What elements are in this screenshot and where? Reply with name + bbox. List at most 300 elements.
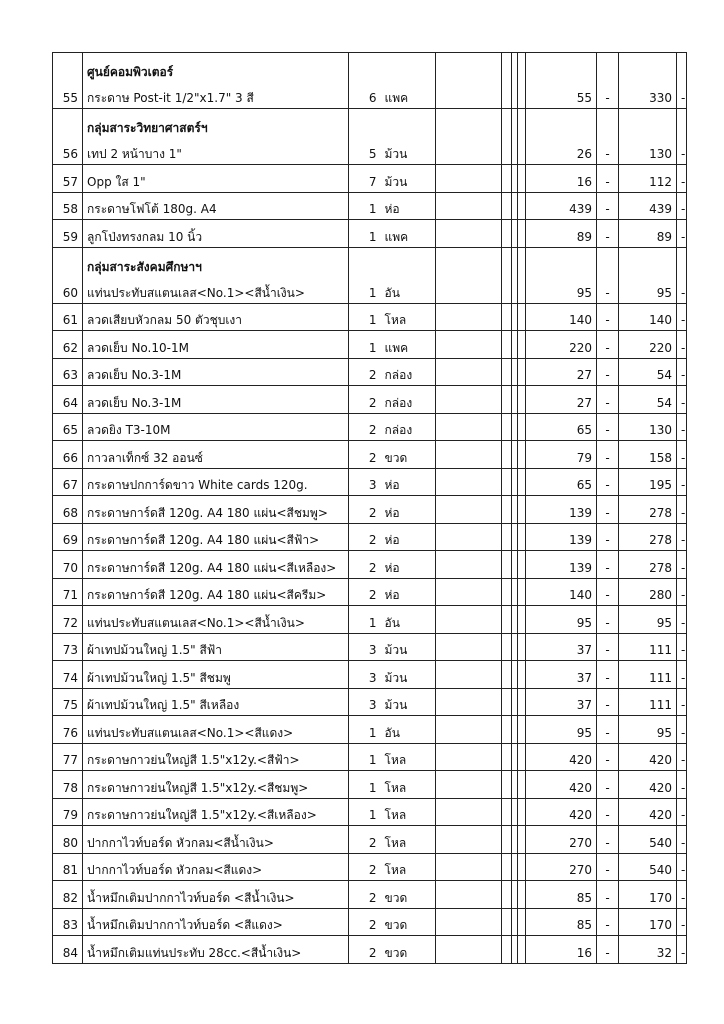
blank-cell xyxy=(518,881,526,909)
blank-cell xyxy=(436,771,502,799)
line-total: 420 xyxy=(619,771,677,799)
line-total: 170 xyxy=(619,881,677,909)
unit-price: 65 xyxy=(526,468,597,496)
unit-price: 140 xyxy=(526,303,597,331)
blank-cell xyxy=(502,716,512,744)
unit-price-satang: - xyxy=(597,468,619,496)
blank-cell xyxy=(436,441,502,469)
unit-price: 85 xyxy=(526,908,597,936)
blank-cell xyxy=(436,688,502,716)
blank-cell xyxy=(518,358,526,386)
line-total: 280 xyxy=(619,578,677,606)
quantity: 2 xyxy=(349,881,381,909)
item-name: กระดาษโฟโต้ 180g. A4 xyxy=(87,202,217,216)
line-total-satang: - xyxy=(677,386,687,414)
quantity: 3 xyxy=(349,661,381,689)
unit-price: 420 xyxy=(526,743,597,771)
blank-cell xyxy=(502,247,512,303)
unit: แพค xyxy=(381,53,436,109)
quantity: 1 xyxy=(349,303,381,331)
unit: ห่อ xyxy=(381,551,436,579)
line-total-satang: - xyxy=(677,165,687,193)
line-total-satang: - xyxy=(677,771,687,799)
unit: แพค xyxy=(381,220,436,248)
unit-price-satang: - xyxy=(597,578,619,606)
line-total: 439 xyxy=(619,192,677,220)
table-row xyxy=(53,109,687,165)
item-name: เทป 2 หน้าบาง 1" xyxy=(87,147,182,161)
line-total: 89 xyxy=(619,220,677,248)
blank-cell xyxy=(518,551,526,579)
table-row xyxy=(53,523,687,551)
row-number: 76 xyxy=(53,716,83,744)
item-description xyxy=(83,523,349,551)
quantity: 2 xyxy=(349,908,381,936)
item-description xyxy=(83,853,349,881)
unit-price-satang: - xyxy=(597,386,619,414)
line-total: 130 xyxy=(619,413,677,441)
row-number: 81 xyxy=(53,853,83,881)
line-total: 130 xyxy=(619,109,677,165)
unit-price: 220 xyxy=(526,331,597,359)
table-row xyxy=(53,165,687,193)
item-name: ลูกโป่งทรงกลม 10 นิ้ว xyxy=(87,229,203,244)
blank-cell xyxy=(518,413,526,441)
item-description xyxy=(83,826,349,854)
item-name: ลวดเย็บ No.3-1M xyxy=(87,368,182,382)
blank-cell xyxy=(502,303,512,331)
blank-cell xyxy=(502,358,512,386)
unit-price: 95 xyxy=(526,606,597,634)
item-name: ลวดยิง T3-10M xyxy=(87,423,171,437)
item-name: ลวดเย็บ No.10-1M xyxy=(87,340,189,355)
unit-price-satang: - xyxy=(597,358,619,386)
blank-cell xyxy=(518,688,526,716)
blank-cell xyxy=(436,606,502,634)
line-total-satang: - xyxy=(677,798,687,826)
blank-cell xyxy=(518,53,526,109)
row-number: 74 xyxy=(53,661,83,689)
row-number: 83 xyxy=(53,908,83,936)
item-description xyxy=(83,688,349,716)
line-total-satang: - xyxy=(677,743,687,771)
unit-price: 139 xyxy=(526,551,597,579)
unit: อัน xyxy=(381,716,436,744)
quantity: 2 xyxy=(349,853,381,881)
blank-cell xyxy=(436,220,502,248)
line-total: 540 xyxy=(619,853,677,881)
unit: ม้วน xyxy=(381,688,436,716)
blank-cell xyxy=(502,441,512,469)
blank-cell xyxy=(518,441,526,469)
unit: ขวด xyxy=(381,441,436,469)
unit-price-satang: - xyxy=(597,881,619,909)
quantity: 3 xyxy=(349,633,381,661)
blank-cell xyxy=(502,853,512,881)
line-total-satang: - xyxy=(677,220,687,248)
unit: โหล xyxy=(381,853,436,881)
line-total: 111 xyxy=(619,661,677,689)
unit-price: 37 xyxy=(526,661,597,689)
line-total-satang: - xyxy=(677,523,687,551)
quantity: 1 xyxy=(349,606,381,634)
item-name: ลวดเสียบหัวกลม 50 ตัวชุบเงา xyxy=(87,313,243,327)
blank-cell xyxy=(518,247,526,303)
quantity: 1 xyxy=(349,716,381,744)
row-number: 71 xyxy=(53,578,83,606)
item-name: ผ้าเทปม้วนใหญ่ 1.5" สีเหลือง xyxy=(87,698,240,712)
unit: ม้วน xyxy=(381,165,436,193)
table-row xyxy=(53,303,687,331)
blank-cell xyxy=(502,908,512,936)
item-description xyxy=(83,661,349,689)
line-total-satang: - xyxy=(677,192,687,220)
quantity: 3 xyxy=(349,468,381,496)
line-total-satang: - xyxy=(677,413,687,441)
table-row xyxy=(53,358,687,386)
table-row xyxy=(53,853,687,881)
line-total-satang: - xyxy=(677,303,687,331)
unit-price: 27 xyxy=(526,386,597,414)
blank-cell xyxy=(518,771,526,799)
blank-cell xyxy=(436,331,502,359)
row-number: 77 xyxy=(53,743,83,771)
blank-cell xyxy=(518,798,526,826)
item-name: ผ้าเทปม้วนใหญ่ 1.5" สีชมพู xyxy=(87,670,231,685)
item-description xyxy=(83,358,349,386)
unit: โหล xyxy=(381,743,436,771)
item-description xyxy=(83,936,349,964)
row-number: 62 xyxy=(53,331,83,359)
unit: โหล xyxy=(381,826,436,854)
item-description xyxy=(83,908,349,936)
row-number: 61 xyxy=(53,303,83,331)
blank-cell xyxy=(502,743,512,771)
item-name: ปากกาไวท์บอร์ด หัวกลม<สีแดง> xyxy=(87,863,263,877)
item-name: ปากกาไวท์บอร์ด หัวกลม<สีน้ำเงิน> xyxy=(87,835,274,850)
blank-cell xyxy=(518,192,526,220)
item-name: กระดาษการ์ดสี 120g. A4 180 แผ่น<สีครีม> xyxy=(87,588,327,602)
unit: ม้วน xyxy=(381,633,436,661)
quantity: 2 xyxy=(349,496,381,524)
blank-cell xyxy=(502,688,512,716)
blank-cell xyxy=(518,633,526,661)
blank-cell xyxy=(518,523,526,551)
blank-cell xyxy=(502,633,512,661)
unit-price-satang: - xyxy=(597,688,619,716)
blank-cell xyxy=(502,413,512,441)
blank-cell xyxy=(502,192,512,220)
section-heading: ศูนย์คอมพิวเตอร์ xyxy=(87,65,174,79)
item-name: แท่นประทับสแตนเลส<No.1><สีน้ำเงิน> xyxy=(87,285,305,300)
row-number: 75 xyxy=(53,688,83,716)
line-total-satang: - xyxy=(677,853,687,881)
table-row xyxy=(53,53,687,109)
item-name: น้ำหมึกเติมปากกาไวท์บอร์ด <สีน้ำเงิน> xyxy=(87,890,295,905)
unit-price-satang: - xyxy=(597,661,619,689)
blank-cell xyxy=(502,109,512,165)
blank-cell xyxy=(436,165,502,193)
unit-price-satang: - xyxy=(597,109,619,165)
unit-price: 439 xyxy=(526,192,597,220)
quantity: 2 xyxy=(349,358,381,386)
row-number: 65 xyxy=(53,413,83,441)
unit-price: 140 xyxy=(526,578,597,606)
unit-price-satang: - xyxy=(597,798,619,826)
blank-cell xyxy=(436,853,502,881)
blank-cell xyxy=(502,165,512,193)
table-row xyxy=(53,908,687,936)
blank-cell xyxy=(502,606,512,634)
item-name: กระดาษ Post-it 1/2"x1.7" 3 สี xyxy=(87,91,254,105)
row-number: 55 xyxy=(53,53,83,109)
blank-cell xyxy=(518,743,526,771)
line-total-satang: - xyxy=(677,908,687,936)
unit-price: 55 xyxy=(526,53,597,109)
row-number: 79 xyxy=(53,798,83,826)
line-total: 540 xyxy=(619,826,677,854)
line-total: 278 xyxy=(619,523,677,551)
quantity: 5 xyxy=(349,109,381,165)
unit: โหล xyxy=(381,798,436,826)
line-total-satang: - xyxy=(677,716,687,744)
blank-cell xyxy=(436,247,502,303)
quantity: 1 xyxy=(349,743,381,771)
blank-cell xyxy=(502,771,512,799)
item-name: น้ำหมึกเติมแท่นประทับ 28cc.<สีน้ำเงิน> xyxy=(87,945,302,960)
unit: ห่อ xyxy=(381,192,436,220)
row-number: 63 xyxy=(53,358,83,386)
item-description xyxy=(83,606,349,634)
unit-price-satang: - xyxy=(597,853,619,881)
row-number: 84 xyxy=(53,936,83,964)
item-name: ลวดเย็บ No.3-1M xyxy=(87,395,182,410)
line-total: 140 xyxy=(619,303,677,331)
quantity: 1 xyxy=(349,798,381,826)
blank-cell xyxy=(436,743,502,771)
row-number: 59 xyxy=(53,220,83,248)
row-number: 72 xyxy=(53,606,83,634)
table-row xyxy=(53,881,687,909)
quantity: 1 xyxy=(349,220,381,248)
item-name: กระดาษกาวย่นใหญ่สี 1.5"x12y.<สีเหลือง> xyxy=(87,808,317,822)
unit-price: 37 xyxy=(526,633,597,661)
item-description xyxy=(83,220,349,248)
blank-cell xyxy=(518,606,526,634)
blank-cell xyxy=(436,551,502,579)
table-row xyxy=(53,386,687,414)
line-total: 54 xyxy=(619,358,677,386)
item-description xyxy=(83,716,349,744)
line-total-satang: - xyxy=(677,688,687,716)
item-name: แท่นประทับสแตนเลส<No.1><สีแดง> xyxy=(87,725,294,740)
blank-cell xyxy=(518,496,526,524)
blank-cell xyxy=(518,220,526,248)
unit-price-satang: - xyxy=(597,331,619,359)
unit-price: 79 xyxy=(526,441,597,469)
unit-price-satang: - xyxy=(597,606,619,634)
item-description xyxy=(83,743,349,771)
row-number: 68 xyxy=(53,496,83,524)
unit-price: 95 xyxy=(526,716,597,744)
item-description xyxy=(83,331,349,359)
unit-price: 65 xyxy=(526,413,597,441)
line-total: 111 xyxy=(619,633,677,661)
unit: ม้วน xyxy=(381,109,436,165)
blank-cell xyxy=(436,798,502,826)
quantity: 2 xyxy=(349,936,381,964)
item-name: กระดาษกาวย่นใหญ่สี 1.5"x12y.<สีชมพู> xyxy=(87,780,309,795)
table-row xyxy=(53,606,687,634)
unit-price-satang: - xyxy=(597,413,619,441)
unit-price: 420 xyxy=(526,771,597,799)
unit-price-satang: - xyxy=(597,220,619,248)
blank-cell xyxy=(436,53,502,109)
blank-cell xyxy=(502,661,512,689)
line-total-satang: - xyxy=(677,826,687,854)
unit-price-satang: - xyxy=(597,247,619,303)
unit: ขวด xyxy=(381,908,436,936)
blank-cell xyxy=(502,881,512,909)
quantity: 1 xyxy=(349,247,381,303)
row-number: 66 xyxy=(53,441,83,469)
line-total: 420 xyxy=(619,743,677,771)
unit: กล่อง xyxy=(381,358,436,386)
table-row xyxy=(53,661,687,689)
item-description xyxy=(83,551,349,579)
quantity: 2 xyxy=(349,578,381,606)
unit-price-satang: - xyxy=(597,53,619,109)
unit-price-satang: - xyxy=(597,771,619,799)
section-heading: กลุ่มสาระสังคมศึกษาฯ xyxy=(87,259,202,274)
line-total-satang: - xyxy=(677,633,687,661)
unit-price-satang: - xyxy=(597,716,619,744)
table-row xyxy=(53,771,687,799)
line-total: 278 xyxy=(619,551,677,579)
item-description xyxy=(83,192,349,220)
table-row xyxy=(53,826,687,854)
blank-cell xyxy=(502,468,512,496)
blank-cell xyxy=(518,303,526,331)
line-total-satang: - xyxy=(677,578,687,606)
blank-cell xyxy=(502,386,512,414)
supply-list-table xyxy=(52,52,687,964)
blank-cell xyxy=(518,716,526,744)
line-total: 195 xyxy=(619,468,677,496)
item-description xyxy=(83,53,349,109)
line-total: 330 xyxy=(619,53,677,109)
blank-cell xyxy=(518,826,526,854)
unit: ขวด xyxy=(381,936,436,964)
line-total: 278 xyxy=(619,496,677,524)
blank-cell xyxy=(502,798,512,826)
blank-cell xyxy=(502,523,512,551)
blank-cell xyxy=(502,496,512,524)
row-number: 58 xyxy=(53,192,83,220)
blank-cell xyxy=(502,551,512,579)
line-total: 420 xyxy=(619,798,677,826)
row-number: 70 xyxy=(53,551,83,579)
line-total-satang: - xyxy=(677,247,687,303)
unit: ห่อ xyxy=(381,578,436,606)
unit: กล่อง xyxy=(381,386,436,414)
blank-cell xyxy=(518,165,526,193)
unit-price-satang: - xyxy=(597,496,619,524)
table-row xyxy=(53,496,687,524)
blank-cell xyxy=(436,192,502,220)
unit-price: 85 xyxy=(526,881,597,909)
table-row xyxy=(53,578,687,606)
unit-price-satang: - xyxy=(597,908,619,936)
row-number: 78 xyxy=(53,771,83,799)
item-description xyxy=(83,798,349,826)
blank-cell xyxy=(436,358,502,386)
table-row xyxy=(53,936,687,964)
unit: โหล xyxy=(381,303,436,331)
blank-cell xyxy=(502,578,512,606)
unit-price: 270 xyxy=(526,826,597,854)
unit-price: 270 xyxy=(526,853,597,881)
blank-cell xyxy=(436,936,502,964)
line-total-satang: - xyxy=(677,468,687,496)
unit: ม้วน xyxy=(381,661,436,689)
item-name: แท่นประทับสแตนเลส<No.1><สีน้ำเงิน> xyxy=(87,615,305,630)
quantity: 2 xyxy=(349,441,381,469)
unit-price-satang: - xyxy=(597,936,619,964)
unit-price: 95 xyxy=(526,247,597,303)
quantity: 7 xyxy=(349,165,381,193)
table-row xyxy=(53,192,687,220)
unit: ขวด xyxy=(381,881,436,909)
unit-price-satang: - xyxy=(597,633,619,661)
line-total-satang: - xyxy=(677,53,687,109)
table-row xyxy=(53,413,687,441)
blank-cell xyxy=(518,908,526,936)
item-name: กระดาษการ์ดสี 120g. A4 180 แผ่น<สีชมพู> xyxy=(87,505,328,520)
blank-cell xyxy=(436,826,502,854)
item-description xyxy=(83,496,349,524)
table-row xyxy=(53,716,687,744)
blank-cell xyxy=(502,53,512,109)
unit-price: 27 xyxy=(526,358,597,386)
table-row xyxy=(53,798,687,826)
blank-cell xyxy=(502,936,512,964)
item-name: กระดาษการ์ดสี 120g. A4 180 แผ่น<สีเหลือง> xyxy=(87,560,337,575)
row-number: 67 xyxy=(53,468,83,496)
item-description xyxy=(83,771,349,799)
item-description xyxy=(83,247,349,303)
unit: ห่อ xyxy=(381,496,436,524)
item-description xyxy=(83,578,349,606)
line-total-satang: - xyxy=(677,109,687,165)
line-total: 158 xyxy=(619,441,677,469)
blank-cell xyxy=(436,716,502,744)
blank-cell xyxy=(436,496,502,524)
row-number: 60 xyxy=(53,247,83,303)
item-name: กาวลาเท็กซ์ 32 ออนซ์ xyxy=(87,450,203,465)
blank-cell xyxy=(518,109,526,165)
row-number: 73 xyxy=(53,633,83,661)
unit: กล่อง xyxy=(381,413,436,441)
unit-price-satang: - xyxy=(597,441,619,469)
row-number: 56 xyxy=(53,109,83,165)
line-total-satang: - xyxy=(677,358,687,386)
line-total: 220 xyxy=(619,331,677,359)
line-total: 95 xyxy=(619,606,677,634)
line-total-satang: - xyxy=(677,441,687,469)
item-name: กระดาษกาวย่นใหญ่สี 1.5"x12y.<สีฟ้า> xyxy=(87,753,300,767)
quantity: 2 xyxy=(349,551,381,579)
